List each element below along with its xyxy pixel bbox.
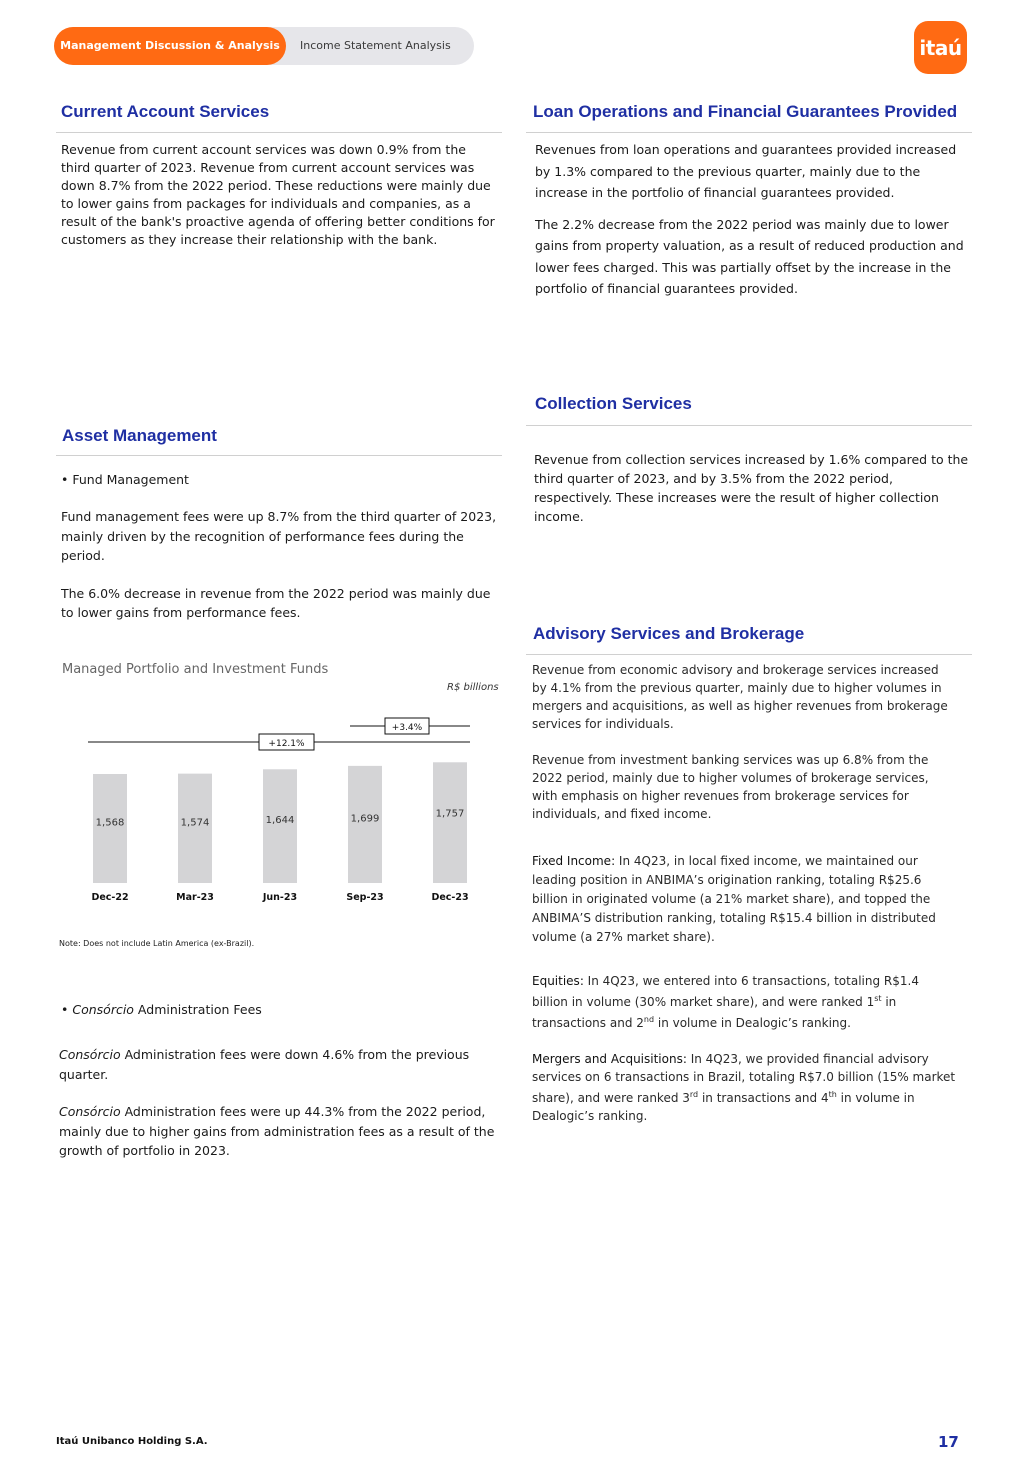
fixed-income-text: In 4Q23, in local fixed income, we maintained our leading position in ANBIMA’s origination ranking, totaling R$25.6 billion in originated volume (a 21% market share), and topped the ANBIMA’S distribution ranking, totaling R$15.4 billion in distributed volume (a 27% market share). [532, 854, 936, 944]
footer-company: Itaú Unibanco Holding S.A. [56, 1436, 208, 1447]
bullet-icon: • [61, 1002, 73, 1017]
equities-sup1: st [874, 994, 882, 1003]
current-account-divider [56, 132, 502, 133]
equities-text-a: In 4Q23, we entered into 6 transactions, totaling R$1.4 billion in volume (30% market share), and were ranked 1 [532, 974, 919, 1009]
fund-management-heading [61, 472, 189, 487]
consorcio-heading-rest: Administration Fees [133, 1002, 262, 1017]
bar-dec-22 [93, 774, 127, 883]
collection-title: Collection Services [535, 394, 692, 413]
fund-management-p1: Fund management fees were up 8.7% from the third quarter of 2023, mainly driven by the recognition of performance fees during the period. [61, 509, 497, 563]
advisory-mergers [532, 1050, 956, 1125]
page-number: 17 [938, 1433, 959, 1451]
mergers-sup1: rd [689, 1090, 699, 1099]
x-tick-label: Sep-23 [346, 892, 384, 903]
consorcio-heading [61, 1002, 262, 1017]
asset-management-divider [56, 455, 502, 456]
annotation-label: +12.1% [268, 739, 305, 749]
mergers-text-b: in transactions and 4 [698, 1091, 829, 1105]
chart-note: Note: Does not include Latin America (ex-Brazil). [59, 939, 255, 948]
mergers-text-a: In 4Q23, we provided financial advisory services on 6 transactions in Brazil, totaling R$7.0 billion (15% market share), and were ranked 3 [532, 1052, 956, 1105]
annotation-label: +3.4% [391, 723, 423, 733]
fund-management-body [61, 507, 497, 623]
x-tick-label: Dec-23 [431, 892, 469, 903]
current-account-title: Current Account Services [61, 102, 270, 121]
collection-body: Revenue from collection services increased by 1.6% compared to the third quarter of 2023, and by 3.5% from the 2022 period, respectively. These increases were the result of higher collection income. [534, 452, 969, 524]
x-tick-label: Jun-23 [262, 892, 298, 903]
consorcio-heading-italic: Consórcio [72, 1002, 134, 1017]
equities-text-b: in transactions and 2 [532, 995, 897, 1030]
advisory-title: Advisory Services and Brokerage [533, 624, 805, 643]
mergers-sup2: th [828, 1090, 837, 1099]
bar-value-label: 1,644 [265, 815, 295, 827]
tab-management-discussion[interactable]: Management Discussion & Analysis [54, 27, 286, 65]
advisory-p1: Revenue from economic advisory and brokerage services increased by 4.1% from the previous quarter, mainly due to higher volumes in mergers and acquisitions, as well as higher revenues from brokerage services for individuals. [532, 663, 948, 731]
asset-management-title: Asset Management [62, 426, 217, 445]
consorcio-p1-text: Administration fees were down 4.6% from the previous quarter. [59, 1047, 470, 1082]
x-tick-label: Mar-23 [176, 892, 214, 903]
consorcio-p1 [59, 1045, 499, 1084]
loan-operations-p2: The 2.2% decrease from the 2022 period was mainly due to lower gains from property valuation, as a result of reduced production and lower fees charged. This was partially offset by the increase in the portfolio of financial guarantees provided. [535, 216, 964, 296]
equities-text-c: in volume in Dealogic’s ranking. [654, 1016, 851, 1030]
advisory-equities [532, 972, 956, 1032]
mergers-text-c: in volume in Dealogic’s ranking. [532, 1091, 915, 1123]
collection-divider [526, 425, 972, 426]
mergers-label: Mergers and Acquisitions: [532, 1052, 687, 1066]
bar-dec-23 [433, 762, 467, 883]
tab-income-statement[interactable]: Income Statement Analysis [300, 39, 451, 52]
current-account-body: Revenue from current account services was down 0.9% from the third quarter of 2023. Revenue from current account services was down 8.7% from the 2022 period. These reductions were mainly due to lower gains from packages for individuals and companies, as a result of the bank's proactive agenda of offering better conditions for customers as they increase their relationship with the bank. [61, 142, 495, 247]
fund-management-p2: The 6.0% decrease in revenue from the 2022 period was mainly due to lower gains from performance fees. [61, 585, 491, 620]
fund-management-heading-text: Fund Management [72, 472, 189, 487]
loan-operations-divider [526, 132, 972, 133]
consorcio-p1-italic: Consórcio [59, 1047, 121, 1062]
loan-operations-p1: Revenues from loan operations and guarantees provided increased by 1.3% compared to the previous quarter, mainly due to the increase in the portfolio of financial guarantees provided. [535, 142, 957, 200]
equities-label: Equities: [532, 974, 584, 988]
bar-value-label: 1,699 [350, 813, 380, 825]
bar-value-label: 1,568 [95, 817, 125, 829]
advisory-fixed-income [532, 852, 956, 947]
bullet-icon: • [61, 472, 73, 487]
consorcio-p2-text: Administration fees were up 44.3% from the 2022 period, mainly due to higher gains from administration fees as a result of the growth of portfolio in 2023. [59, 1104, 495, 1158]
chart-unit: R$ billions [447, 682, 499, 693]
consorcio-p2 [59, 1102, 499, 1161]
advisory-divider [526, 654, 972, 655]
fixed-income-label: Fixed Income: [532, 854, 616, 868]
bar-value-label: 1,574 [180, 817, 210, 829]
consorcio-p2-italic: Consórcio [59, 1104, 121, 1119]
advisory-body [532, 661, 956, 1125]
bar-value-label: 1,757 [435, 808, 465, 820]
loan-operations-title: Loan Operations and Financial Guarantees Provided [533, 102, 958, 121]
chart-title: Managed Portfolio and Investment Funds [62, 662, 329, 677]
equities-sup2: nd [643, 1015, 655, 1024]
consorcio-body [59, 1045, 499, 1161]
itau-logo: itaú [914, 21, 967, 74]
x-tick-label: Dec-22 [91, 892, 129, 903]
loan-operations-body [535, 139, 971, 300]
managed-portfolio-chart [56, 700, 506, 915]
advisory-p2: Revenue from investment banking services was up 6.8% from the 2022 period, mainly due to higher volumes of brokerage services, with emphasis on higher revenues from brokerage services for individuals, and fixed income. [532, 753, 929, 821]
